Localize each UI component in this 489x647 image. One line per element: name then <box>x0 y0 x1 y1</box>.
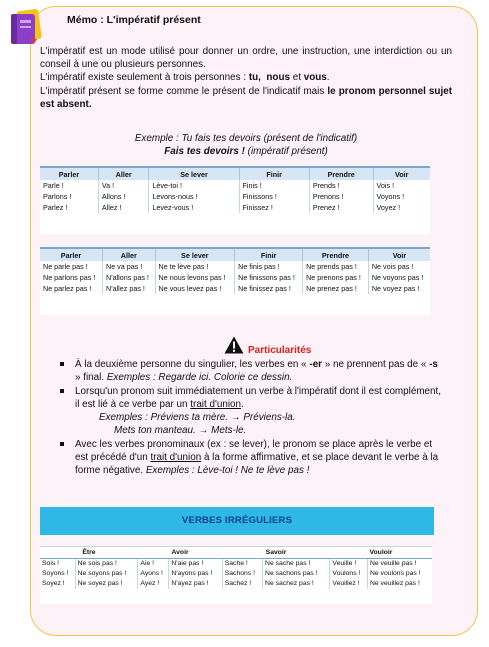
table-cell: Aie ! <box>138 559 169 570</box>
column-header: Prendre <box>309 167 373 180</box>
negative-header-row <box>40 248 430 261</box>
intro-et: et <box>289 72 304 84</box>
table-row <box>40 579 432 589</box>
column-header: Vouloir <box>330 547 432 559</box>
table-cell: Ne parlez pas ! <box>40 283 103 294</box>
negative-table <box>40 247 430 294</box>
column-header: Avoir <box>138 547 222 559</box>
intro-nous: nous <box>266 72 290 84</box>
table-cell: Allez ! <box>98 202 149 213</box>
column-header: Se lever <box>155 248 235 261</box>
table-cell: Prends ! <box>309 180 373 191</box>
table-cell: Ne va pas ! <box>103 261 156 272</box>
table-cell: Sachons ! <box>222 569 262 579</box>
table-cell: Parle ! <box>40 180 98 191</box>
table-cell: Allons ! <box>98 191 149 202</box>
rule-text: » ne prennent pas de « <box>322 359 430 370</box>
affirmative-table-box <box>40 166 430 234</box>
rule-bold: -s <box>429 359 438 370</box>
column-header: Être <box>40 547 138 559</box>
table-cell: Prenons ! <box>309 191 373 202</box>
table-cell: Voulons ! <box>330 569 368 579</box>
table-cell: Ne finis pas ! <box>235 261 303 272</box>
table-cell: Ne finissons pas ! <box>235 272 303 283</box>
rules-list <box>60 358 445 478</box>
rule-text: » final. <box>75 372 107 384</box>
table-row <box>40 261 430 272</box>
column-header: Finir <box>239 167 309 180</box>
table-cell: Ne sachez pas ! <box>263 579 330 589</box>
memo-title: Mémo : L'impératif présent <box>67 14 201 26</box>
table-cell: Ne voyez pas ! <box>371 284 420 293</box>
table-cell: Ne prends pas ! <box>303 261 369 272</box>
table-cell: Veuillez ! <box>330 579 368 589</box>
table-cell: Soyons ! <box>40 569 75 579</box>
table-cell: Ayons ! <box>138 569 169 579</box>
column-header: Aller <box>98 167 149 180</box>
table-cell: Soyez ! <box>40 579 75 589</box>
notebook-icon <box>6 8 44 48</box>
intro-p3-pre: L'impératif présent se forme comme le présent de l'indicatif mais <box>40 85 328 97</box>
list-item <box>60 385 445 438</box>
table-row <box>40 180 430 191</box>
table-cell: Sachez ! <box>222 579 262 589</box>
table-cell: Veuille ! <box>330 559 368 570</box>
table-cell: Ne te lève pas ! <box>155 261 235 272</box>
rule-text: À la deuxième personne du singulier, les verbes en « <box>75 359 310 370</box>
column-header: Voir <box>373 167 430 180</box>
column-header: Parler <box>40 248 103 261</box>
negative-table-box <box>40 247 430 315</box>
table-row <box>40 272 430 283</box>
table-cell: Finissez ! <box>239 202 309 213</box>
table-cell: Ne soyez pas ! <box>75 579 138 589</box>
affirmative-table <box>40 166 430 213</box>
column-header: Savoir <box>222 547 330 559</box>
rule-text: . <box>241 398 244 410</box>
irregular-verbs-banner: VERBES IRRÉGULIERS <box>40 507 434 535</box>
column-header: Prendre <box>303 248 369 261</box>
table-cell: Parlez ! <box>40 202 98 213</box>
table-cell: Ne parlons pas ! <box>40 272 103 283</box>
column-header: Parler <box>40 167 98 180</box>
table-cell: N'ayez pas ! <box>169 579 222 589</box>
intro-p3-bold: le pronom personnel sujet est absent. <box>40 85 452 110</box>
rule-example: Exemples : Préviens ta mère. → Préviens-la. <box>99 412 296 424</box>
table-cell: Finissons ! <box>239 191 309 202</box>
table-cell: Ne nous levons pas ! <box>155 272 235 283</box>
table-cell: N'allez pas ! <box>103 283 156 294</box>
column-header: Se lever <box>149 167 239 180</box>
table-cell: Prenez ! <box>309 202 373 213</box>
table-cell: Ne vous levez pas ! <box>155 283 235 294</box>
intro-tu: tu, <box>248 72 261 84</box>
intro-p2-end: . <box>326 72 330 84</box>
table-cell: Ne parle pas ! <box>40 261 103 272</box>
table-cell: N'ayons pas ! <box>169 569 222 579</box>
table-cell: Ne soyons pas ! <box>75 569 138 579</box>
table-row <box>40 202 430 213</box>
rule-text: à la forme affirmative, et se place devant le verbe à la forme négative. <box>75 452 439 477</box>
table-cell: Finis ! <box>239 180 309 191</box>
table-cell: Levez-vous ! <box>149 202 239 213</box>
table-cell: Parlons ! <box>40 191 98 202</box>
table-cell: Va ! <box>98 180 149 191</box>
example-line-1: Exemple : Tu fais tes devoirs (présent de l'indicatif) <box>134 133 358 144</box>
example-block <box>40 132 452 158</box>
table-cell: Ne veuille pas ! <box>369 560 417 567</box>
example-line-2 <box>40 145 452 158</box>
example-rest: (impératif présent) <box>244 146 328 157</box>
rule-underlined: trait d'union <box>190 398 242 410</box>
intro-vous: vous <box>303 72 327 84</box>
rule-example: Exemples : Regarde ici. Colorie ce dessin. <box>106 372 293 384</box>
table-cell: Ne sache pas ! <box>263 559 330 570</box>
example-bold: Fais tes devoirs ! <box>164 146 245 157</box>
irregular-table <box>40 546 432 589</box>
table-cell: Ne voulons pas ! <box>369 570 421 577</box>
warning-icon <box>224 336 244 354</box>
intro-paragraph-2 <box>40 71 452 84</box>
table-row <box>40 559 432 570</box>
rule-text: Lorsqu'un pronom suit immédiatement un verbe à l'impératif dont il est complément, il est lié à ce verbe par un <box>75 385 442 410</box>
table-cell: Ne prenez pas ! <box>303 283 369 294</box>
intro-paragraph-1: L'impératif est un mode utilisé pour donner un ordre, une instruction, une interdiction ou un conseil à une ou plusieurs personnes. <box>40 46 452 71</box>
table-cell: Ne prenons pas ! <box>303 272 369 283</box>
table-cell: Ne sois pas ! <box>75 559 138 570</box>
table-cell: Voyez ! <box>376 203 401 212</box>
table-row <box>40 283 430 294</box>
table-cell: Sois ! <box>40 559 75 570</box>
table-cell: Ne finissez pas ! <box>235 283 303 294</box>
table-cell: N'aie pas ! <box>169 559 222 570</box>
table-cell: Ayez ! <box>138 579 169 589</box>
irregular-table-box <box>40 546 432 604</box>
table-row <box>40 569 432 579</box>
table-cell: Ne veuillez pas ! <box>369 580 420 587</box>
irregular-header-row <box>40 547 432 559</box>
column-header: Finir <box>235 248 303 261</box>
table-cell: Ne sachons pas ! <box>263 569 330 579</box>
table-cell: Levons-nous ! <box>149 191 239 202</box>
table-cell: Lève-toi ! <box>149 180 239 191</box>
column-header: Aller <box>103 248 156 261</box>
rule-bold: -er <box>309 359 323 370</box>
rule-example: Mets ton manteau. → Mets-le. <box>114 425 247 437</box>
intro-p2-pre: L'impératif existe seulement à trois personnes : <box>40 72 249 84</box>
intro-text <box>40 45 452 111</box>
table-cell: Voyons ! <box>376 192 405 201</box>
rule-underlined: trait d'union <box>150 452 202 464</box>
list-item <box>60 438 445 478</box>
table-cell: Ne vois pas ! <box>371 262 414 271</box>
table-cell: Ne voyons pas ! <box>371 273 424 282</box>
table-cell: Sache ! <box>222 559 262 570</box>
rule-text: Avec les verbes pronominaux (ex : se lever), le pronom se place après le verbe et est précédé d'un <box>75 438 433 464</box>
table-row <box>40 191 430 202</box>
column-header: Voir <box>368 248 430 261</box>
table-cell: N'allons pas ! <box>103 272 156 283</box>
affirmative-header-row <box>40 167 430 180</box>
particularites-title: Particularités <box>248 345 312 356</box>
list-item <box>60 358 445 385</box>
table-cell: Vois ! <box>376 181 395 190</box>
intro-paragraph-3 <box>40 85 452 111</box>
rule-example: Exemples : Lève-toi ! Ne te lève pas ! <box>145 465 310 477</box>
